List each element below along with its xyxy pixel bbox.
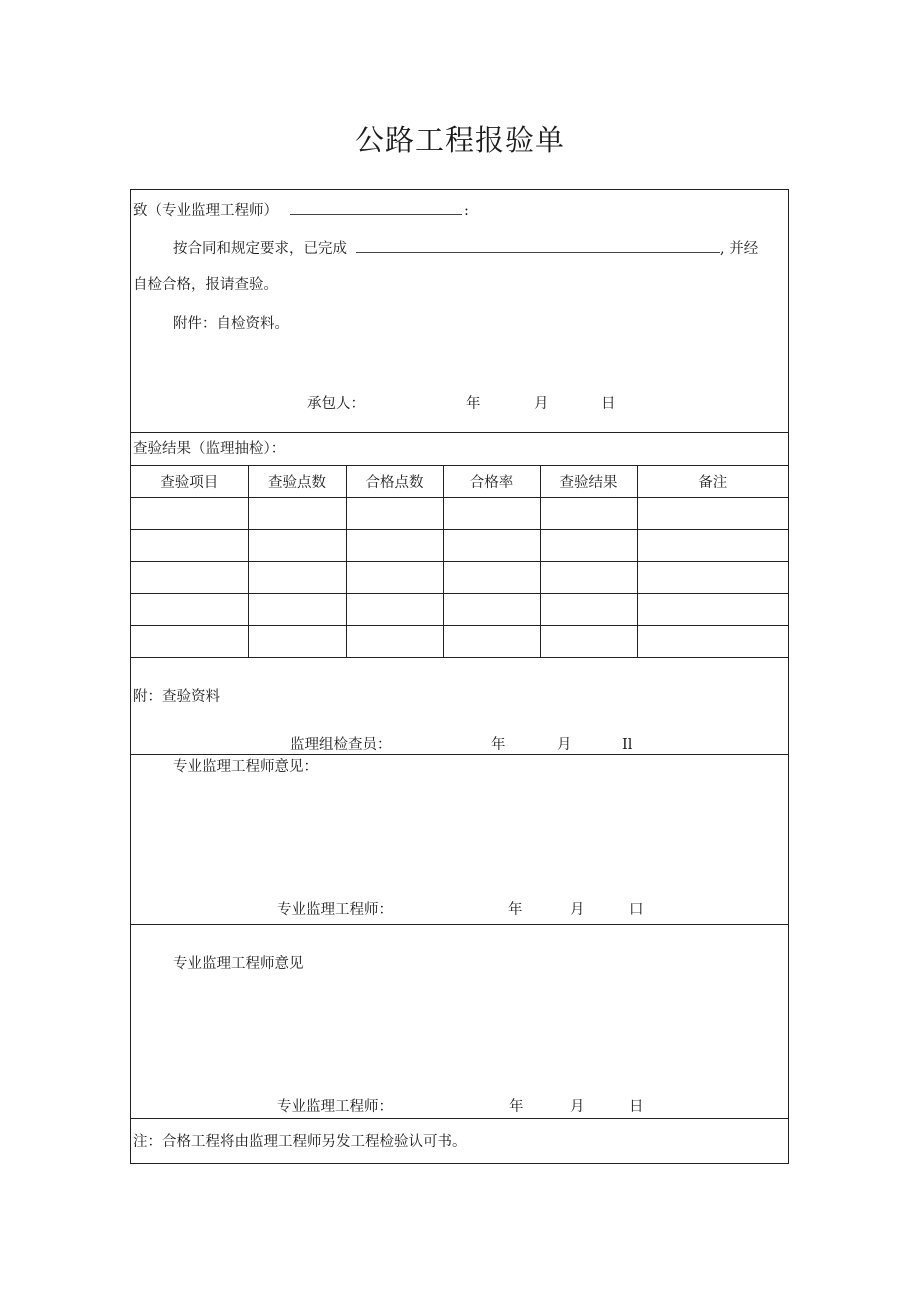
table-cell[interactable]	[540, 530, 637, 562]
column-header: 查验项目	[131, 466, 248, 498]
inspection-form	[130, 189, 789, 1164]
opinion2-signer-label: 专业监理工程师：	[277, 1099, 393, 1115]
column-header: 合格点数	[346, 466, 443, 498]
table-cell[interactable]	[637, 530, 788, 562]
inspection-section	[131, 657, 788, 755]
body-line2: 自检合格，报请查验。	[133, 277, 278, 293]
table-cell[interactable]	[346, 626, 443, 658]
table-cell[interactable]	[637, 562, 788, 594]
contractor-day: 日	[601, 396, 616, 412]
opinion2-heading: 专业监理工程师意见	[173, 956, 304, 972]
request-attachment: 附件：自检资料。	[173, 316, 289, 332]
table-cell[interactable]	[443, 594, 540, 626]
table-cell[interactable]	[443, 562, 540, 594]
table-row	[131, 530, 788, 562]
table-cell[interactable]	[637, 498, 788, 530]
table-cell[interactable]	[248, 562, 346, 594]
table-cell[interactable]	[540, 498, 637, 530]
column-header: 查验结果	[540, 466, 637, 498]
results-heading: 查验结果（监理抽检）：	[133, 441, 286, 457]
table-cell[interactable]	[637, 626, 788, 658]
table-cell[interactable]	[443, 626, 540, 658]
opinion1-day: 口	[629, 902, 644, 918]
opinion1-signer-label: 专业监理工程师：	[277, 902, 393, 918]
table-row	[131, 594, 788, 626]
contractor-year: 年	[466, 396, 481, 412]
results-section	[131, 433, 788, 657]
column-header: 合格率	[443, 466, 540, 498]
contractor-month: 月	[534, 396, 549, 412]
body-prefix: 按合同和规定要求，已完成	[173, 241, 347, 257]
opinion2-year: 年	[509, 1099, 524, 1115]
page-title: 公路工程报验单	[354, 123, 565, 157]
opinion2-section	[131, 925, 788, 1119]
inspector-label: 监理组检查员：	[290, 737, 392, 753]
inspection-attachment: 附：查验资料	[133, 689, 220, 705]
table-cell[interactable]	[131, 530, 248, 562]
inspector-month: 月	[557, 737, 572, 753]
column-header: 查验点数	[248, 466, 346, 498]
table-cell[interactable]	[346, 594, 443, 626]
inspector-year: 年	[491, 737, 506, 753]
table-cell[interactable]	[248, 594, 346, 626]
results-table	[131, 465, 788, 657]
table-cell[interactable]	[131, 626, 248, 658]
table-cell[interactable]	[248, 626, 346, 658]
opinion1-month: 月	[570, 902, 585, 918]
table-cell[interactable]	[540, 562, 637, 594]
footer-note: 注：合格工程将由监理工程师另发工程检验认可书。	[133, 1134, 467, 1150]
table-cell[interactable]	[346, 498, 443, 530]
to-colon: :	[464, 203, 469, 219]
body-suffix: , 并经	[720, 241, 759, 257]
table-cell[interactable]	[346, 530, 443, 562]
table-cell[interactable]	[443, 530, 540, 562]
table-cell[interactable]	[248, 498, 346, 530]
table-cell[interactable]	[131, 562, 248, 594]
table-cell[interactable]	[248, 530, 346, 562]
note-section	[131, 1119, 788, 1163]
request-section	[131, 190, 788, 433]
table-row	[131, 626, 788, 658]
table-cell[interactable]	[443, 498, 540, 530]
table-cell[interactable]	[131, 594, 248, 626]
table-cell[interactable]	[637, 594, 788, 626]
table-cell[interactable]	[131, 498, 248, 530]
table-row	[131, 562, 788, 594]
opinion2-day: 日	[629, 1099, 644, 1115]
table-cell[interactable]	[346, 562, 443, 594]
inspector-day: Il	[622, 737, 633, 753]
opinion1-heading: 专业监理工程师意见：	[173, 759, 318, 775]
to-label: 致（专业监理工程师）	[133, 203, 278, 219]
column-header: 备注	[637, 466, 788, 498]
opinion1-year: 年	[508, 902, 523, 918]
opinion2-month: 月	[570, 1099, 585, 1115]
table-cell[interactable]	[540, 594, 637, 626]
engineer-name-field[interactable]	[290, 200, 462, 215]
contractor-label: 承包人：	[307, 396, 365, 412]
table-row	[131, 498, 788, 530]
opinion1-section	[131, 755, 788, 925]
completed-work-field[interactable]	[356, 238, 720, 253]
table-cell[interactable]	[540, 626, 637, 658]
results-header-row	[131, 466, 788, 498]
